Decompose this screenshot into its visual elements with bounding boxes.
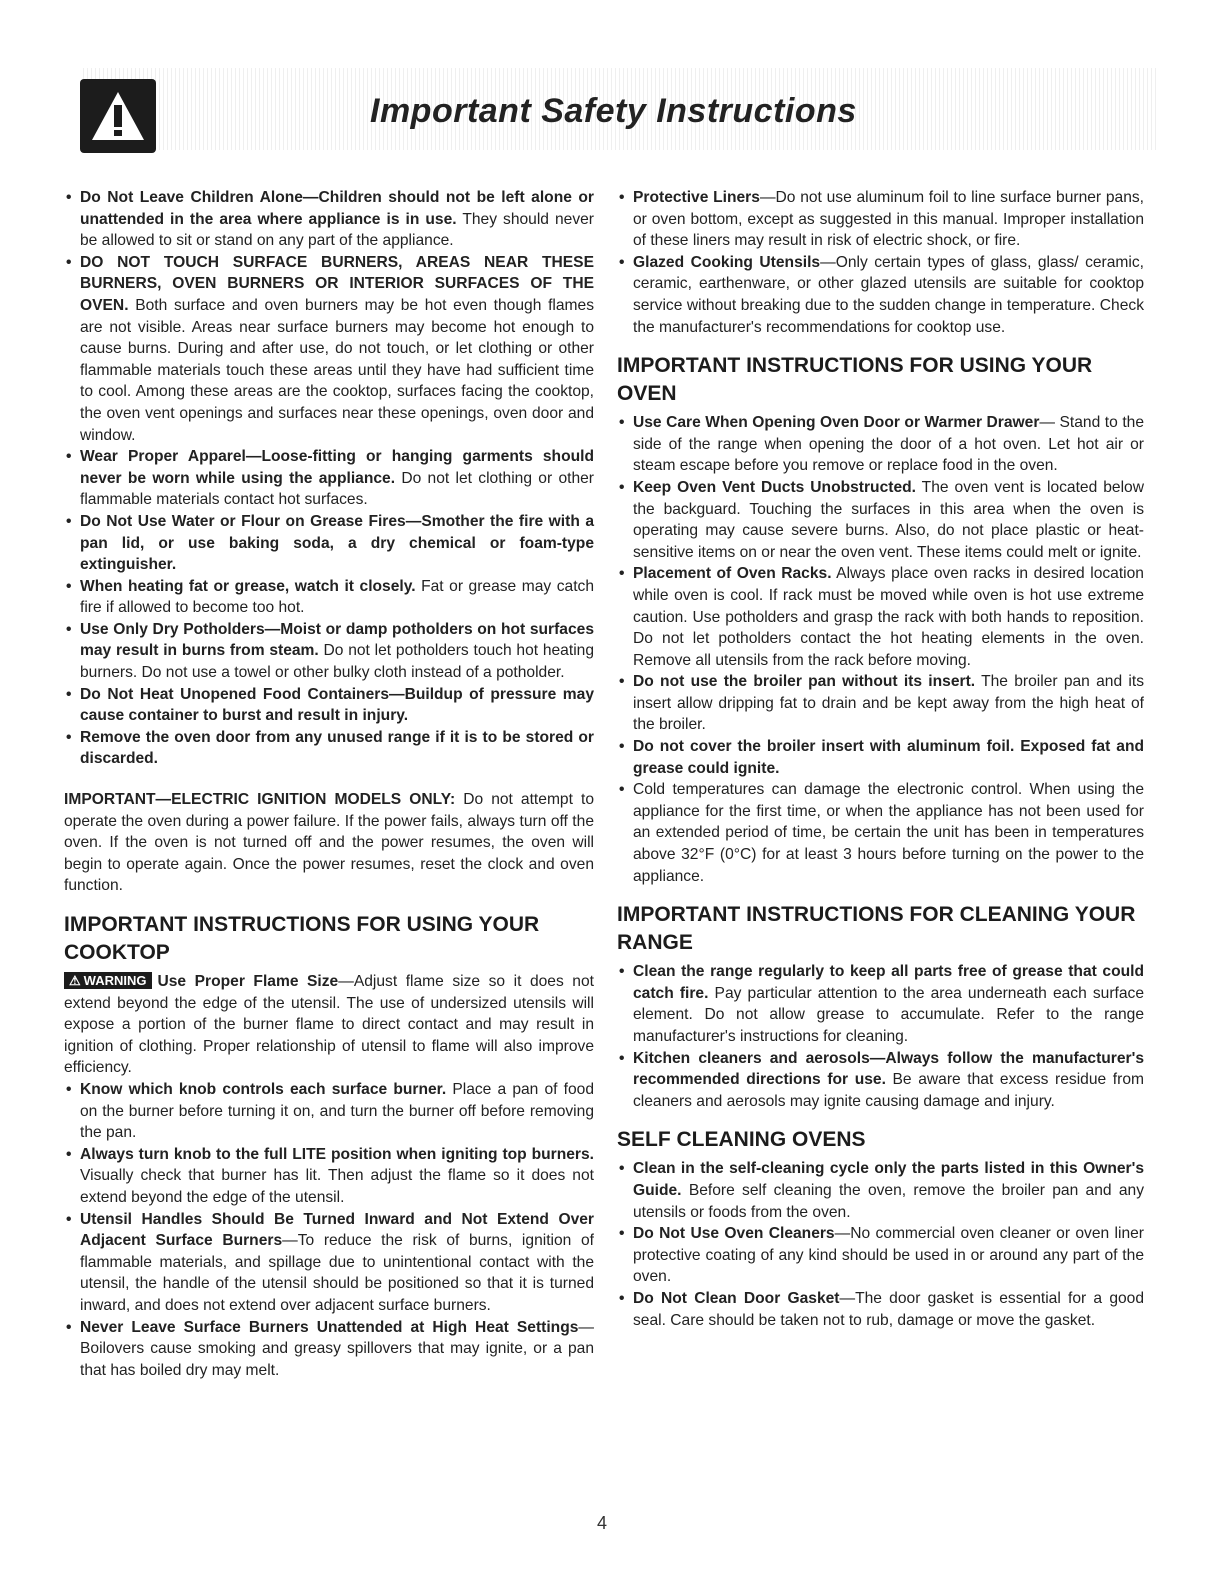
list-item: [617, 961, 1144, 1047]
list-item: [64, 1079, 594, 1144]
item-bold-text: Use Only Dry Potholders—Moist or damp potholders on hot surfaces may result in burns from steam.: [80, 620, 594, 660]
list-item: [617, 779, 1144, 887]
item-text: — Stand to the side of the range when opening the door of a hot oven. Let hot air or steam escape before you remove or replace food in the oven.: [633, 414, 1144, 475]
list-item: [64, 187, 594, 252]
ignition-paragraph: IMPORTANT—ELECTRIC IGNITION MODELS ONLY: Do not attempt to operate the oven during a power failure. If the power fails, always turn off the oven. If the oven is not turned off and the power resumes, the oven will begin to operate again. Once the power resumes, reset the clock and oven function.: [64, 791, 594, 895]
bullet-icon: •: [66, 1318, 72, 1336]
oven-items: [617, 412, 1144, 887]
item-bold-text: DO NOT TOUCH SURFACE BURNERS, AREAS NEAR THESE BURNERS, OVEN BURNERS OR INTERIOR SURFACES OF THE OVEN.: [80, 253, 594, 314]
item-text: Cold temperatures can damage the electronic control. When using the appliance for the first time, or when the appliance has not been used for an extended period of time, be certain the unit has been in temperatures above 32°F (0°C) for at least 3 hours before turning on the power to the appliance.: [633, 781, 1144, 885]
item-text: Do not let clothing or other flammable materials contact hot surfaces.: [80, 469, 595, 509]
item-bold-text: Do Not Heat Unopened Food Containers—Buildup of pressure may cause container to burst and result in injury.: [80, 685, 594, 725]
item-bold-text: Utensil Handles Should Be Turned Inward and Not Extend Over Adjacent Surface Burners: [80, 1210, 594, 1250]
bullet-icon: •: [66, 512, 72, 530]
item-text: —Only certain types of glass, glass/ ceramic, ceramic, earthenware, or other glazed utensils are suitable for cooktop service without breaking due to the sudden change in temperature. Check the manufacturer's recommendations for cooktop use.: [633, 253, 1145, 336]
item-bold-text: Do Not Leave Children Alone—Children should not be left alone or unattended in the area where appliance is in use.: [80, 189, 594, 228]
list-item: [617, 412, 1144, 477]
item-text: Pay particular attention to the area underneath each surface element. Do not allow grease to accumulate. Refer to the range manufacturer's instructions for cleaning.: [633, 984, 1144, 1045]
page-number: 4: [597, 1513, 608, 1533]
item-bold-text: Always turn knob to the full LITE position when igniting top burners.: [80, 1145, 594, 1163]
bullet-icon: •: [66, 189, 72, 206]
list-item: [64, 727, 594, 770]
item-bold-text: Know which knob controls each surface burner.: [80, 1080, 447, 1098]
item-text: Both surface and oven burners may be hot even though flames are not visible. Areas near surface burners may become hot enough to cause burns. During and after use, do not touch, or let clothing or other flammable materials touch these areas until they have had sufficient time to cool. Among these areas are the cooktop, surfaces facing the cooktop, the oven vent openings and surfaces near these openings, oven door and window.: [80, 296, 594, 444]
item-bold-text: When heating fat or grease, watch it closely.: [80, 577, 416, 595]
list-item: [64, 576, 594, 619]
item-text: They should never be allowed to sit or stand on any part of the appliance.: [80, 210, 594, 250]
item-text: —The door gasket is essential for a good seal. Care should be taken not to rub, damage or move the gasket.: [633, 1289, 1145, 1329]
item-text: —No commercial oven cleaner or oven liner protective coating of any kind should be used in or around any part of the oven.: [633, 1225, 1144, 1286]
item-bold-text: Remove the oven door from any unused range if it is to be stored or discarded.: [80, 728, 594, 768]
item-bold-text: Wear Proper Apparel—Loose-fitting or hanging garments should never be worn while using the appliance.: [80, 448, 594, 487]
item-text: Fat or grease may catch fire if allowed to become too hot.: [80, 577, 594, 617]
item-text: —Boilovers cause smoking and greasy spillovers that may ignite, or a pan that has boiled dry may melt.: [80, 1318, 594, 1379]
item-text: The broiler pan and its insert allow dripping fat to drain and be kept away from the high heat of the broiler.: [633, 673, 1144, 734]
item-bold-text: Never Leave Surface Burners Unattended at High Heat Settings: [80, 1318, 579, 1336]
bullet-icon: •: [619, 189, 625, 206]
bullet-icon: •: [619, 1289, 625, 1307]
cleaning-items: [617, 961, 1144, 1112]
list-item: [617, 1048, 1144, 1113]
bullet-icon: •: [66, 728, 72, 746]
bullet-icon: •: [619, 781, 625, 799]
warning-triangle-icon: ⚠: [69, 973, 81, 988]
left-column: [64, 187, 594, 1381]
item-bold-text: Use Care When Opening Oven Door or Warmer Drawer: [633, 414, 1040, 432]
list-item: [64, 1209, 594, 1317]
list-item: [64, 511, 594, 576]
page-title: Important Safety Instructions: [370, 92, 857, 130]
warning-icon: [80, 79, 156, 153]
item-text: Visually check that burner has lit. Then adjust the flame so it does not extend beyond the edge of the utensil.: [80, 1167, 594, 1206]
self-cleaning-heading: SELF CLEANING OVENS: [617, 1128, 866, 1152]
cooktop-items: [64, 1079, 594, 1381]
item-bold-text: Glazed Cooking Utensils: [633, 253, 821, 271]
page-header: [80, 68, 1156, 150]
item-text: Always place oven racks in desired location while oven is cool. If rack must be moved while oven is hot use extreme caution. Use potholders and grasp the rack with both hands to reposition. Do not let potholders contact the hot heating elements in the oven. Remove all utensils from the rack before moving.: [633, 565, 1144, 669]
bullet-icon: •: [619, 1049, 625, 1067]
self-cleaning-items: [617, 1158, 1144, 1331]
item-text: Before self cleaning the oven, remove the broiler pan and any utensils or foods from the oven.: [633, 1181, 1144, 1221]
item-bold-text: Clean the range regularly to keep all parts free of grease that could catch fire.: [633, 963, 1144, 1002]
bullet-icon: •: [66, 448, 72, 466]
bullet-icon: •: [66, 685, 72, 703]
list-item: [64, 684, 594, 727]
item-text: Do not let potholders touch hot heating burners. Do not use a towel or other bulky cloth instead of a potholder.: [80, 642, 594, 682]
list-item: [617, 563, 1144, 671]
list-item: [617, 736, 1144, 779]
bullet-icon: •: [66, 253, 72, 271]
warning-label: ⚠ WARNING: [64, 972, 152, 989]
cooktop-heading: IMPORTANT INSTRUCTIONS FOR USING YOUR COOKTOP: [64, 913, 540, 964]
list-item: [617, 1288, 1144, 1331]
item-bold-text: Do Not Use Oven Cleaners: [633, 1225, 835, 1243]
list-item: [617, 1223, 1144, 1288]
list-item: [617, 671, 1144, 736]
item-bold-text: Clean in the self-cleaning cycle only the parts listed in this Owner's Guide.: [633, 1160, 1144, 1199]
list-item: [64, 446, 594, 511]
right-items: [617, 187, 1144, 338]
list-item: [617, 252, 1144, 338]
bullet-icon: •: [66, 1145, 72, 1163]
bullet-icon: •: [619, 253, 625, 271]
item-text: The oven vent is located below the backguard. Touching the surfaces in this area when the oven is operating may cause severe burns. Also, do not place plastic or heat-sensitive items on or near the oven vent. These items could melt or ignite.: [633, 478, 1144, 561]
item-bold-text: Protective Liners: [633, 189, 760, 206]
list-item: [64, 252, 594, 446]
item-text: —To reduce the risk of burns, ignition of flammable materials, and spillage due to unintentional contact with the utensil, the handle of the utensil should be positioned so that it is turned inward, and does not extend over adjacent surface burners.: [80, 1232, 594, 1314]
bullet-icon: •: [619, 1225, 625, 1243]
bullet-icon: •: [619, 673, 625, 691]
cleaning-heading: IMPORTANT INSTRUCTIONS FOR CLEANING YOUR RANGE: [617, 903, 1136, 955]
bullet-icon: •: [619, 414, 625, 432]
oven-heading: IMPORTANT INSTRUCTIONS FOR USING YOUR OVEN: [617, 354, 1093, 406]
right-column: [617, 187, 1144, 1331]
item-bold-text: Do Not Clean Door Gasket: [633, 1289, 840, 1307]
left-items: [64, 187, 594, 770]
item-bold-text: Kitchen cleaners and aerosols—Always follow the manufacturer's recommended directions for use.: [633, 1049, 1144, 1089]
item-text: Be aware that excess residue from cleaners and aerosols may ignite causing damage and injury.: [633, 1071, 1144, 1110]
item-bold-text: Do not use the broiler pan without its insert.: [633, 673, 976, 691]
list-item: [617, 187, 1144, 252]
item-bold-text: Placement of Oven Racks.: [633, 565, 832, 583]
bullet-icon: •: [619, 738, 625, 756]
item-bold-text: Keep Oven Vent Ducts Unobstructed.: [633, 478, 916, 496]
item-bold-text: Do Not Use Water or Flour on Grease Fires—Smother the fire with a pan lid, or use baking soda, a dry chemical or foam-type extinguisher.: [80, 512, 594, 574]
item-text: Place a pan of food on the burner before turning it on, and turn the burner off before removing the pan.: [80, 1080, 594, 1142]
bullet-icon: •: [66, 620, 72, 638]
bullet-icon: •: [619, 1160, 625, 1178]
list-item: [64, 1317, 594, 1382]
bullet-icon: •: [66, 1080, 72, 1098]
list-item: [617, 477, 1144, 563]
bullet-icon: •: [66, 1210, 72, 1228]
bullet-icon: •: [66, 577, 72, 595]
item-bold-text: Do not cover the broiler insert with aluminum foil. Exposed fat and grease could ignite.: [633, 738, 1144, 777]
list-item: [617, 1158, 1144, 1223]
bullet-icon: •: [619, 478, 625, 496]
warning-paragraph: ⚠ WARNING Use Proper Flame Size—Adjust flame size so it does not extend beyond the edge of the utensil. The use of undersized utensils will expose a portion of the burner flame to direct contact and may result in ignition of clothing. Proper relationship of utensil to flame will also improve efficiency.: [64, 973, 594, 1077]
list-item: [64, 619, 594, 684]
item-text: —Do not use aluminum foil to line surface burner pans, or oven bottom, except as suggested in this manual. Improper installation of these liners may result in risk of electric shock, or fire.: [633, 189, 1144, 250]
bullet-icon: •: [619, 963, 625, 981]
bullet-icon: •: [619, 565, 625, 583]
list-item: [64, 1144, 594, 1209]
